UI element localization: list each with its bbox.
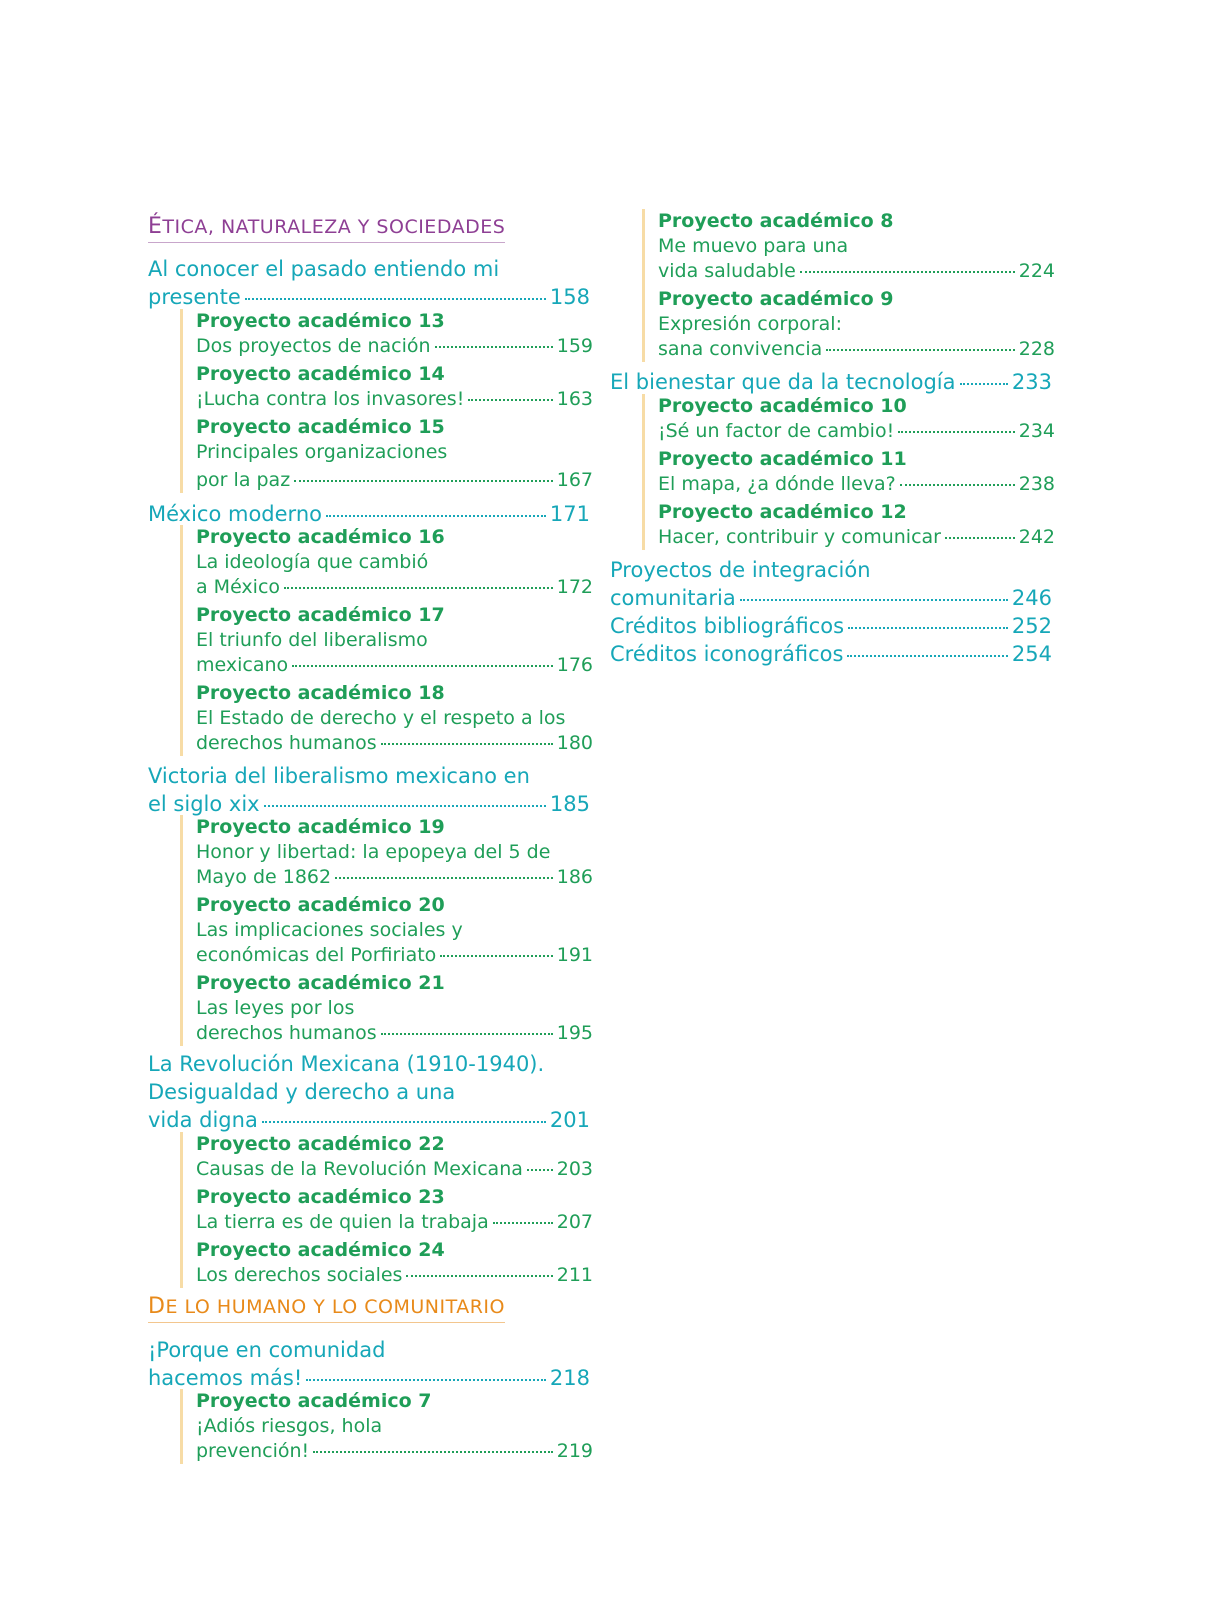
page-number: 224 — [1018, 260, 1055, 282]
project-group — [180, 309, 593, 493]
dot-leader — [527, 1169, 553, 1171]
page-number: 238 — [1018, 473, 1055, 495]
page-number: 252 — [1011, 614, 1052, 638]
page-number: 207 — [556, 1211, 593, 1233]
dot-leader — [945, 537, 1015, 539]
toc-chapter[interactable]: ¡Porque en comunidad hacemos más! 218 — [148, 1338, 590, 1390]
page-number: 201 — [549, 1108, 590, 1132]
dot-leader — [826, 349, 1014, 351]
toc-project[interactable]: Proyecto académico 24 Los derechos sociales 211 — [196, 1239, 593, 1286]
dot-leader — [335, 877, 553, 879]
toc-chapter[interactable]: México moderno 171 — [148, 502, 590, 526]
toc-project[interactable]: Proyecto académico 20 Las implicaciones sociales y económicas del Porfiriato 191 — [196, 894, 593, 966]
toc-project[interactable]: Proyecto académico 12 Hacer, contribuir y comunicar 242 — [658, 501, 1055, 548]
toc-project[interactable]: Proyecto académico 19 Honor y libertad: la epopeya del 5 de Mayo de 1862 186 — [196, 816, 593, 888]
dot-leader — [440, 955, 552, 957]
dot-leader — [326, 515, 546, 517]
toc-project[interactable]: Proyecto académico 23 La tierra es de quien la trabaja 207 — [196, 1186, 593, 1233]
toc-chapter[interactable]: La Revolución Mexicana (1910-1940). Desigualdad y derecho a una vida digna 201 — [148, 1052, 590, 1132]
toc-chapter[interactable]: Proyectos de integración comunitaria 246 — [610, 558, 1052, 610]
toc-project[interactable]: Proyecto académico 7 ¡Adiós riesgos, hola prevención! 219 — [196, 1390, 593, 1462]
toc-chapter[interactable]: Créditos bibliográficos 252 — [610, 614, 1052, 638]
page-number: 228 — [1018, 338, 1055, 360]
project-group — [180, 1132, 593, 1288]
toc-project[interactable]: Proyecto académico 8 Me muevo para una vida saludable 224 — [658, 210, 1055, 282]
page-number: 211 — [556, 1264, 593, 1286]
toc-project[interactable]: Proyecto académico 21 Las leyes por los derechos humanos 195 — [196, 972, 593, 1044]
toc-project[interactable]: Proyecto académico 9 Expresión corporal: sana convivencia 228 — [658, 288, 1055, 360]
dot-leader — [960, 383, 1008, 385]
page-number: 242 — [1018, 526, 1055, 548]
project-group — [180, 815, 593, 1046]
dot-leader — [900, 484, 1015, 486]
toc-project[interactable]: Proyecto académico 11 El mapa, ¿a dónde lleva? 238 — [658, 448, 1055, 495]
page-number: 254 — [1011, 642, 1052, 666]
page-number: 186 — [556, 866, 593, 888]
page-number: 163 — [556, 388, 593, 410]
page-number: 158 — [549, 285, 590, 309]
dot-leader — [800, 271, 1015, 273]
project-group — [180, 1389, 593, 1464]
page-number: 159 — [556, 335, 593, 357]
dot-leader — [284, 587, 553, 589]
project-group — [642, 394, 1055, 550]
toc-project[interactable]: Proyecto académico 15 Principales organizaciones por la paz 167 — [196, 416, 593, 491]
toc-project[interactable]: Proyecto académico 13 Dos proyectos de nación 159 — [196, 310, 593, 357]
page-number: 191 — [556, 944, 593, 966]
page-number: 219 — [556, 1440, 593, 1462]
dot-leader — [848, 627, 1008, 629]
dot-leader — [847, 655, 1008, 657]
toc-chapter[interactable]: Al conocer el pasado entiendo mi presente 158 — [148, 257, 590, 309]
section-heading-humano: DE LO HUMANO Y LO COMUNITARIO — [148, 1294, 505, 1323]
toc-project[interactable]: Proyecto académico 18 El Estado de derecho y el respeto a los derechos humanos 180 — [196, 682, 593, 754]
dot-leader — [381, 743, 553, 745]
page-number: 167 — [556, 469, 593, 491]
dot-leader — [898, 431, 1015, 433]
toc-project[interactable]: Proyecto académico 22 Causas de la Revolución Mexicana 203 — [196, 1133, 593, 1180]
dot-leader — [435, 346, 553, 348]
dot-leader — [406, 1275, 552, 1277]
toc-chapter[interactable]: El bienestar que da la tecnología 233 — [610, 370, 1052, 394]
page-number: 171 — [549, 502, 590, 526]
page-number: 172 — [556, 576, 593, 598]
dot-leader — [264, 805, 546, 807]
dot-leader — [381, 1033, 553, 1035]
page-number: 233 — [1011, 370, 1052, 394]
dot-leader — [740, 599, 1008, 601]
dot-leader — [245, 298, 546, 300]
page-number: 180 — [556, 732, 593, 754]
toc-project[interactable]: Proyecto académico 17 El triunfo del liberalismo mexicano 176 — [196, 604, 593, 676]
page-number: 234 — [1018, 420, 1055, 442]
page-number: 246 — [1011, 586, 1052, 610]
dot-leader — [294, 480, 553, 482]
page-number: 203 — [556, 1158, 593, 1180]
page-number: 176 — [556, 654, 593, 676]
dot-leader — [468, 399, 552, 401]
toc-chapter[interactable]: Créditos iconográficos 254 — [610, 642, 1052, 666]
dot-leader — [292, 665, 553, 667]
project-group — [642, 209, 1055, 362]
page-number: 185 — [549, 792, 590, 816]
dot-leader — [313, 1451, 553, 1453]
page-number: 195 — [556, 1022, 593, 1044]
section-heading-etica: ÉTICA, NATURALEZA Y SOCIEDADES — [148, 214, 505, 243]
page-number: 218 — [549, 1366, 590, 1390]
dot-leader — [493, 1222, 553, 1224]
toc-project[interactable]: Proyecto académico 14 ¡Lucha contra los invasores! 163 — [196, 363, 593, 410]
toc-project[interactable]: Proyecto académico 10 ¡Sé un factor de cambio! 234 — [658, 395, 1055, 442]
dot-leader — [306, 1379, 546, 1381]
toc-chapter[interactable]: Victoria del liberalismo mexicano en el siglo xix 185 — [148, 764, 590, 816]
toc-project[interactable]: Proyecto académico 16 La ideología que cambió a México 172 — [196, 526, 593, 598]
project-group — [180, 525, 593, 756]
dot-leader — [262, 1121, 546, 1123]
